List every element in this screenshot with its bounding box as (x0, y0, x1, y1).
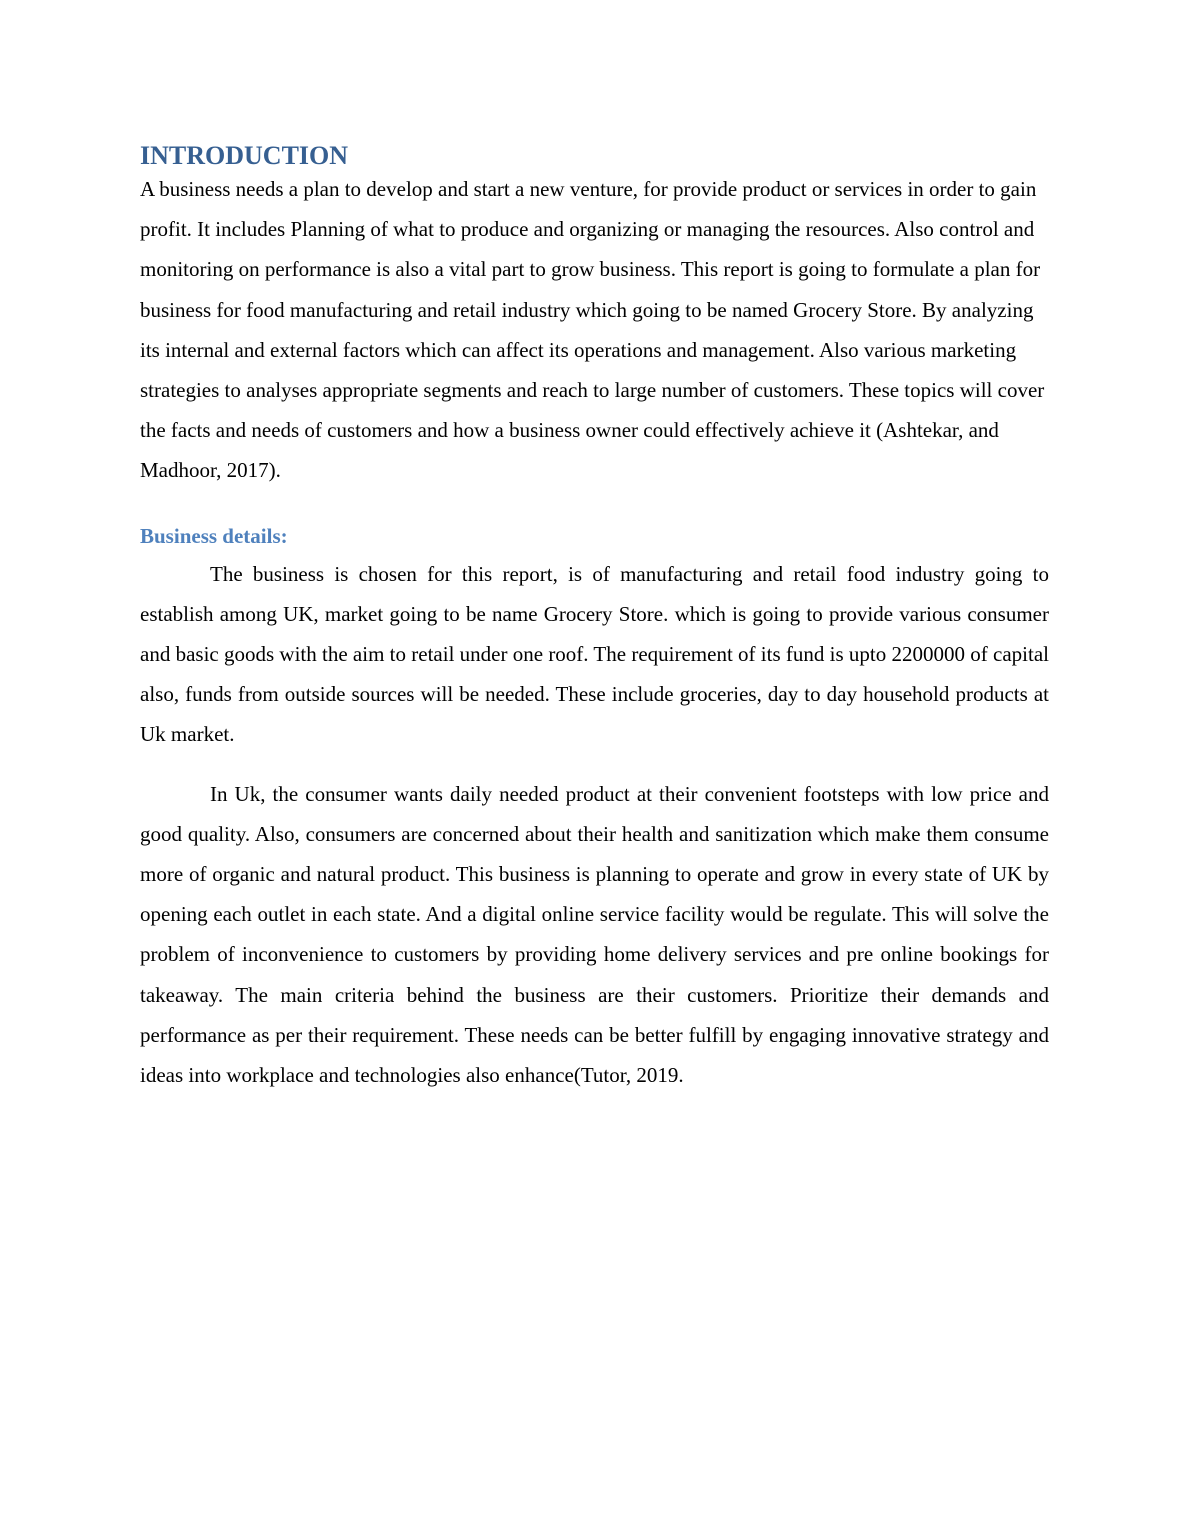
page-content (140, 138, 1049, 1095)
business-details-heading: Business details: (140, 523, 288, 548)
business-details-paragraph-2: In Uk, the consumer wants daily needed product at their convenient footsteps with low price and good quality. Also, consumers are concerned about their health and sanitization which make them consume more of organic and natural product. This business is planning to operate and grow in every state of UK by opening each outlet in each state. And a digital online service facility would be regulate. This will solve the problem of inconvenience to customers by providing home delivery services and pre online bookings for takeaway. The main criteria behind the business are their customers. Prioritize their demands and performance as per their requirement. These needs can be better fulfill by engaging innovative strategy and ideas into workplace and technologies also enhance(Tutor, 2019. (140, 781, 1049, 1088)
introduction-paragraph: A business needs a plan to develop and start a new venture, for provide product or services in order to gain profit. It includes Planning of what to produce and organizing or managing the resources. Also control and monitoring on performance is also a vital part to grow business. This report is going to formulate a plan for business for food manufacturing and retail industry which going to be named Grocery Store. By analyzing its internal and external factors which can affect its operations and management. Also various marketing strategies to analyses appropriate segments and reach to large number of customers. These topics will cover the facts and needs of customers and how a business owner could effectively achieve it (Ashtekar, and Madhoor, 2017). (140, 177, 1045, 483)
business-details-paragraph-1: The business is chosen for this report, is of manufacturing and retail food industry going to establish among UK, market going to be name Grocery Store. which is going to provide various consumer and basic goods with the aim to retail under one roof. The requirement of its fund is upto 2200000 of capital also, funds from outside sources will be needed. These include groceries, day to day household products at Uk market. (140, 561, 1049, 747)
introduction-heading: INTRODUCTION (140, 141, 349, 170)
